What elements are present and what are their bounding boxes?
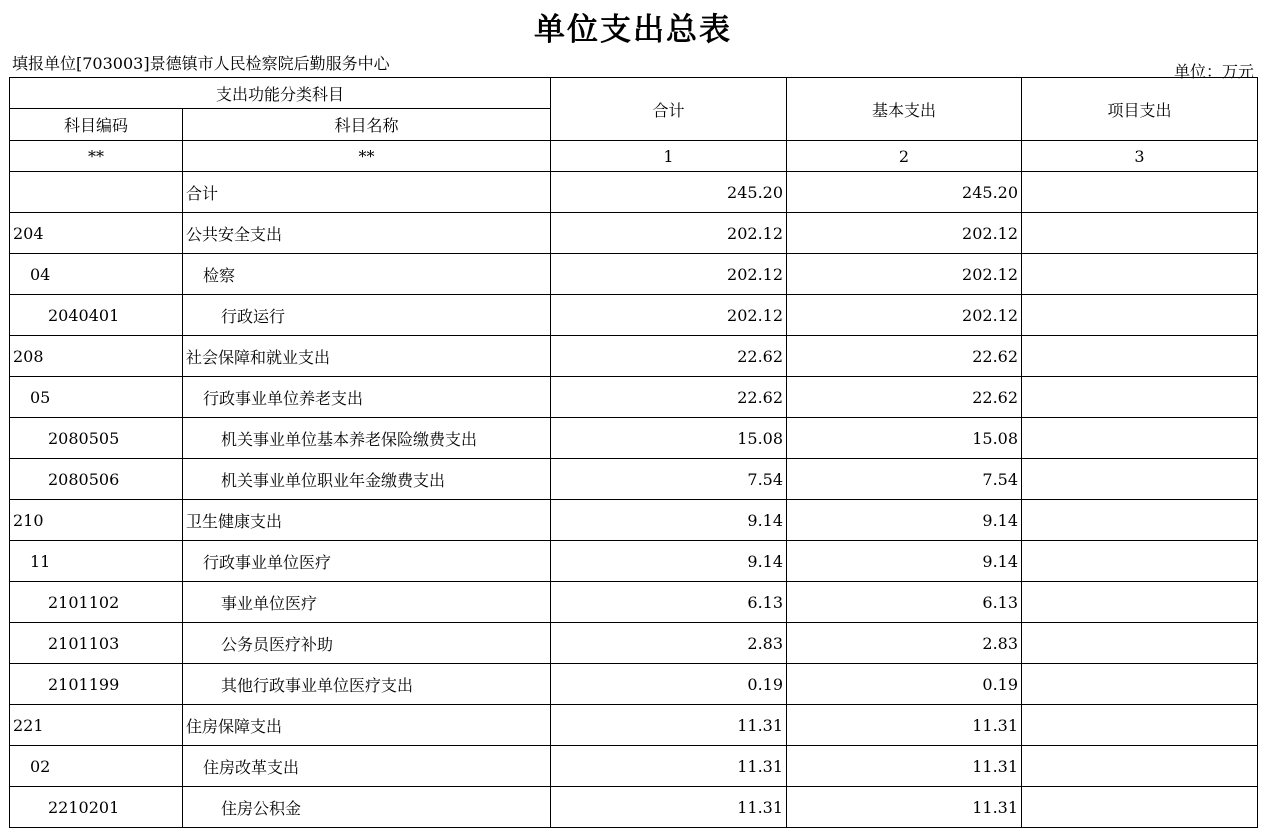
basic-expense-cell: 202.12 xyxy=(787,254,1022,295)
subject-name-cell: 住房公积金 xyxy=(183,787,551,828)
subject-code-cell: 208 xyxy=(10,336,183,377)
currency-unit: 单位：万元 xyxy=(1173,62,1254,81)
project-expense-cell xyxy=(1022,705,1258,746)
total-cell: 11.31 xyxy=(551,705,787,746)
subject-code-cell: 11 xyxy=(10,541,183,582)
function-class-header: 支出功能分类科目 xyxy=(10,78,551,109)
project-expense-cell xyxy=(1022,213,1258,254)
table-row xyxy=(10,172,1258,213)
header-row-1 xyxy=(10,78,1258,109)
basic-expense-cell: 6.13 xyxy=(787,582,1022,623)
basic-expense-header: 基本支出 xyxy=(787,78,1022,141)
subject-code-cell: 221 xyxy=(10,705,183,746)
subject-name-cell: 机关事业单位职业年金缴费支出 xyxy=(183,459,551,500)
total-cell: 9.14 xyxy=(551,500,787,541)
index-code: ** xyxy=(10,141,183,172)
subject-code-cell: 05 xyxy=(10,377,183,418)
subject-code-cell: 2101102 xyxy=(10,582,183,623)
basic-expense-cell: 9.14 xyxy=(787,541,1022,582)
subject-name-cell: 公共安全支出 xyxy=(183,213,551,254)
project-expense-cell xyxy=(1022,541,1258,582)
subject-code-cell: 2040401 xyxy=(10,295,183,336)
subject-name-cell: 事业单位医疗 xyxy=(183,582,551,623)
total-cell: 2.83 xyxy=(551,623,787,664)
total-cell: 7.54 xyxy=(551,459,787,500)
basic-expense-cell: 245.20 xyxy=(787,172,1022,213)
basic-expense-cell: 15.08 xyxy=(787,418,1022,459)
basic-expense-cell: 202.12 xyxy=(787,295,1022,336)
index-name: ** xyxy=(183,141,551,172)
subject-code-cell: 2101199 xyxy=(10,664,183,705)
table-row xyxy=(10,213,1258,254)
total-cell: 0.19 xyxy=(551,664,787,705)
subject-code-cell: 04 xyxy=(10,254,183,295)
report-title: 单位支出总表 xyxy=(534,12,732,48)
table-row xyxy=(10,746,1258,787)
subject-name-cell: 行政事业单位医疗 xyxy=(183,541,551,582)
total-cell: 22.62 xyxy=(551,377,787,418)
basic-expense-cell: 0.19 xyxy=(787,664,1022,705)
expenditure-table xyxy=(9,77,1258,828)
table-row xyxy=(10,418,1258,459)
subject-name-cell: 卫生健康支出 xyxy=(183,500,551,541)
subject-name-cell: 其他行政事业单位医疗支出 xyxy=(183,664,551,705)
basic-expense-cell: 202.12 xyxy=(787,213,1022,254)
table-row xyxy=(10,582,1258,623)
total-header: 合计 xyxy=(551,78,787,141)
project-expense-header: 项目支出 xyxy=(1022,78,1258,141)
project-expense-cell xyxy=(1022,377,1258,418)
table-row xyxy=(10,664,1258,705)
basic-expense-cell: 2.83 xyxy=(787,623,1022,664)
project-expense-cell xyxy=(1022,623,1258,664)
subject-code-cell xyxy=(10,172,183,213)
subject-name-cell: 住房保障支出 xyxy=(183,705,551,746)
subject-name-cell: 合计 xyxy=(183,172,551,213)
subject-code-cell: 02 xyxy=(10,746,183,787)
table-row xyxy=(10,295,1258,336)
subject-code-cell: 2080505 xyxy=(10,418,183,459)
table-row xyxy=(10,459,1258,500)
subject-name-cell: 住房改革支出 xyxy=(183,746,551,787)
subject-name-cell: 社会保障和就业支出 xyxy=(183,336,551,377)
basic-expense-cell: 11.31 xyxy=(787,787,1022,828)
subject-name-cell: 行政运行 xyxy=(183,295,551,336)
table-row xyxy=(10,500,1258,541)
project-expense-cell xyxy=(1022,664,1258,705)
basic-expense-cell: 7.54 xyxy=(787,459,1022,500)
name-header: 科目名称 xyxy=(183,109,551,141)
project-expense-cell xyxy=(1022,746,1258,787)
basic-expense-cell: 11.31 xyxy=(787,746,1022,787)
filing-unit: 填报单位[703003]景德镇市人民检察院后勤服务中心 xyxy=(12,54,390,73)
project-expense-cell xyxy=(1022,582,1258,623)
total-cell: 245.20 xyxy=(551,172,787,213)
basic-expense-cell: 22.62 xyxy=(787,377,1022,418)
project-expense-cell xyxy=(1022,500,1258,541)
index-row xyxy=(10,141,1258,172)
subject-name-cell: 检察 xyxy=(183,254,551,295)
total-cell: 6.13 xyxy=(551,582,787,623)
table-row xyxy=(10,541,1258,582)
total-cell: 11.31 xyxy=(551,746,787,787)
total-cell: 22.62 xyxy=(551,336,787,377)
subject-code-cell: 210 xyxy=(10,500,183,541)
table-row xyxy=(10,254,1258,295)
subject-code-cell: 2210201 xyxy=(10,787,183,828)
index-basic: 2 xyxy=(787,141,1022,172)
code-header: 科目编码 xyxy=(10,109,183,141)
table-row xyxy=(10,705,1258,746)
subject-name-cell: 机关事业单位基本养老保险缴费支出 xyxy=(183,418,551,459)
table-row xyxy=(10,377,1258,418)
project-expense-cell xyxy=(1022,295,1258,336)
project-expense-cell xyxy=(1022,459,1258,500)
subject-code-cell: 204 xyxy=(10,213,183,254)
table-row xyxy=(10,336,1258,377)
project-expense-cell xyxy=(1022,254,1258,295)
project-expense-cell xyxy=(1022,336,1258,377)
subject-code-cell: 2080506 xyxy=(10,459,183,500)
total-cell: 202.12 xyxy=(551,213,787,254)
total-cell: 202.12 xyxy=(551,295,787,336)
project-expense-cell xyxy=(1022,418,1258,459)
table-row xyxy=(10,623,1258,664)
project-expense-cell xyxy=(1022,172,1258,213)
subject-code-cell: 2101103 xyxy=(10,623,183,664)
basic-expense-cell: 22.62 xyxy=(787,336,1022,377)
subject-name-cell: 行政事业单位养老支出 xyxy=(183,377,551,418)
index-total: 1 xyxy=(551,141,787,172)
total-cell: 15.08 xyxy=(551,418,787,459)
total-cell: 202.12 xyxy=(551,254,787,295)
total-cell: 9.14 xyxy=(551,541,787,582)
total-cell: 11.31 xyxy=(551,787,787,828)
subject-name-cell: 公务员医疗补助 xyxy=(183,623,551,664)
project-expense-cell xyxy=(1022,787,1258,828)
index-project: 3 xyxy=(1022,141,1258,172)
basic-expense-cell: 11.31 xyxy=(787,705,1022,746)
basic-expense-cell: 9.14 xyxy=(787,500,1022,541)
table-row xyxy=(10,787,1258,828)
